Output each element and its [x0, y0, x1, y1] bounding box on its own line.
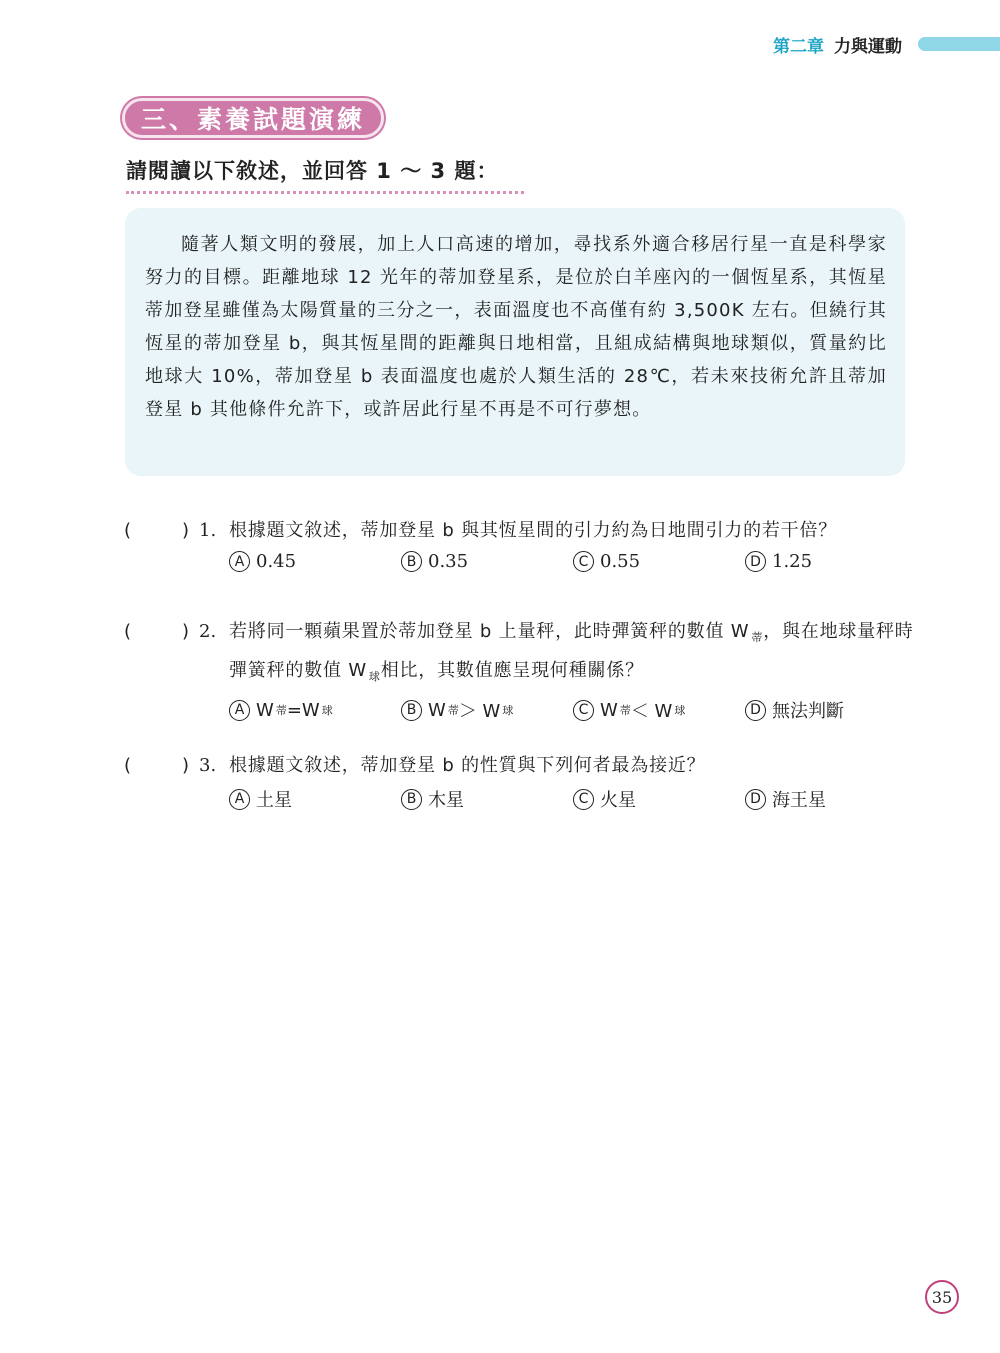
answer-paren-close: ): [182, 755, 190, 776]
option-text: 1.25: [772, 551, 813, 572]
section-title: 三、素養試題演練: [122, 98, 384, 138]
question-2: [124, 615, 924, 723]
subscript: 蒂: [619, 704, 631, 717]
option-text: 海王星: [772, 790, 826, 811]
option-letter: D: [745, 789, 766, 810]
option-text: 土星: [256, 790, 292, 811]
chapter-header: [773, 32, 1000, 56]
instruction-heading: 請閱讀以下敘述，並回答 1 ～ 3 題：: [126, 155, 524, 194]
question-stem: 根據題文敘述，蒂加登星 b 的性質與下列何者最為接近？: [229, 755, 706, 776]
option-letter: D: [745, 551, 766, 572]
option-letter: A: [229, 789, 250, 810]
option-text: ＞ W: [458, 701, 501, 722]
option-letter: C: [573, 789, 594, 810]
option-list: [229, 786, 924, 812]
option-d[interactable]: [745, 697, 917, 723]
option-b[interactable]: [401, 697, 573, 723]
question-stem: [229, 615, 924, 693]
option-b[interactable]: [401, 551, 573, 572]
option-letter: B: [401, 700, 422, 721]
option-d[interactable]: [745, 551, 917, 572]
subscript: 球: [502, 704, 514, 717]
reading-passage-box: [125, 208, 905, 476]
option-list: [229, 697, 924, 723]
option-text: =W: [286, 699, 320, 721]
answer-paren-open: (: [124, 621, 132, 642]
stem-part: 相比，其數值應呈現何種關係？: [380, 660, 644, 681]
subscript: 球: [368, 670, 381, 683]
question-1: [124, 514, 924, 572]
answer-paren-open: (: [124, 755, 132, 776]
chapter-tab-bar: [918, 37, 1000, 51]
option-text: W: [600, 699, 618, 721]
option-letter: C: [573, 700, 594, 721]
question-number: 1.: [199, 520, 217, 541]
option-text: 0.45: [256, 551, 297, 572]
option-text: W: [428, 699, 446, 721]
subscript: 蒂: [275, 704, 287, 717]
question-stem: 根據題文敘述，蒂加登星 b 與其恆星間的引力約為日地間引力的若干倍？: [229, 520, 838, 541]
option-a[interactable]: [229, 786, 401, 812]
option-letter: A: [229, 551, 250, 572]
option-text: 無法判斷: [772, 701, 844, 722]
option-text: ＜ W: [630, 701, 673, 722]
question-number: 3.: [199, 755, 217, 776]
answer-paren-close: ): [182, 621, 190, 642]
page-number: 35: [925, 1280, 959, 1314]
option-c[interactable]: [573, 697, 745, 723]
stem-part: 若將同一顆蘋果置於蒂加登星 b 上量秤，此時彈簧秤的數值 W: [229, 621, 750, 642]
option-letter: C: [573, 551, 594, 572]
option-list: [229, 551, 924, 572]
subscript: 蒂: [447, 704, 459, 717]
question-3: [124, 749, 924, 812]
chapter-number: 第二章: [773, 36, 824, 57]
answer-paren-open: (: [124, 520, 132, 541]
option-letter: D: [745, 700, 766, 721]
option-text: 0.55: [600, 551, 641, 572]
option-letter: B: [401, 789, 422, 810]
option-text: 0.35: [428, 551, 469, 572]
stem-part: ，與在地球量秤時彈簧秤的數值 W: [229, 621, 914, 681]
option-text: 木星: [428, 790, 464, 811]
option-letter: A: [229, 700, 250, 721]
chapter-title: 力與運動: [834, 36, 902, 57]
option-text: 火星: [600, 790, 636, 811]
subscript: 蒂: [751, 631, 764, 644]
option-a[interactable]: [229, 697, 401, 723]
option-letter: B: [401, 551, 422, 572]
subscript: 球: [674, 704, 686, 717]
subscript: 球: [321, 704, 333, 717]
option-b[interactable]: [401, 786, 573, 812]
option-text: W: [256, 699, 274, 721]
option-c[interactable]: [573, 551, 745, 572]
option-c[interactable]: [573, 786, 745, 812]
option-d[interactable]: [745, 786, 917, 812]
reading-passage: 隨著人類文明的發展，加上人口高速的增加，尋找系外適合移居行星一直是科學家努力的目標。距離地球 12 光年的蒂加登星系，是位於白羊座內的一個恆星系，其恆星蒂加登星雖僅為太陽質量的三分之一，表面溫度也不高僅有約 3,500K 左右。但繞行其恆星的蒂加登星 b，與其恆星間的距離與日地相當，且組成結構與地球類似，質量約比地球大 10%，蒂加登星 b 表面溫度也處於人類生活的 28℃，若未來技術允許且蒂加登星 b 其他條件允許下，或許居此行星不再是不可行夢想。: [145, 234, 887, 420]
option-a[interactable]: [229, 551, 401, 572]
answer-paren-close: ): [182, 520, 190, 541]
question-number: 2.: [199, 621, 217, 642]
